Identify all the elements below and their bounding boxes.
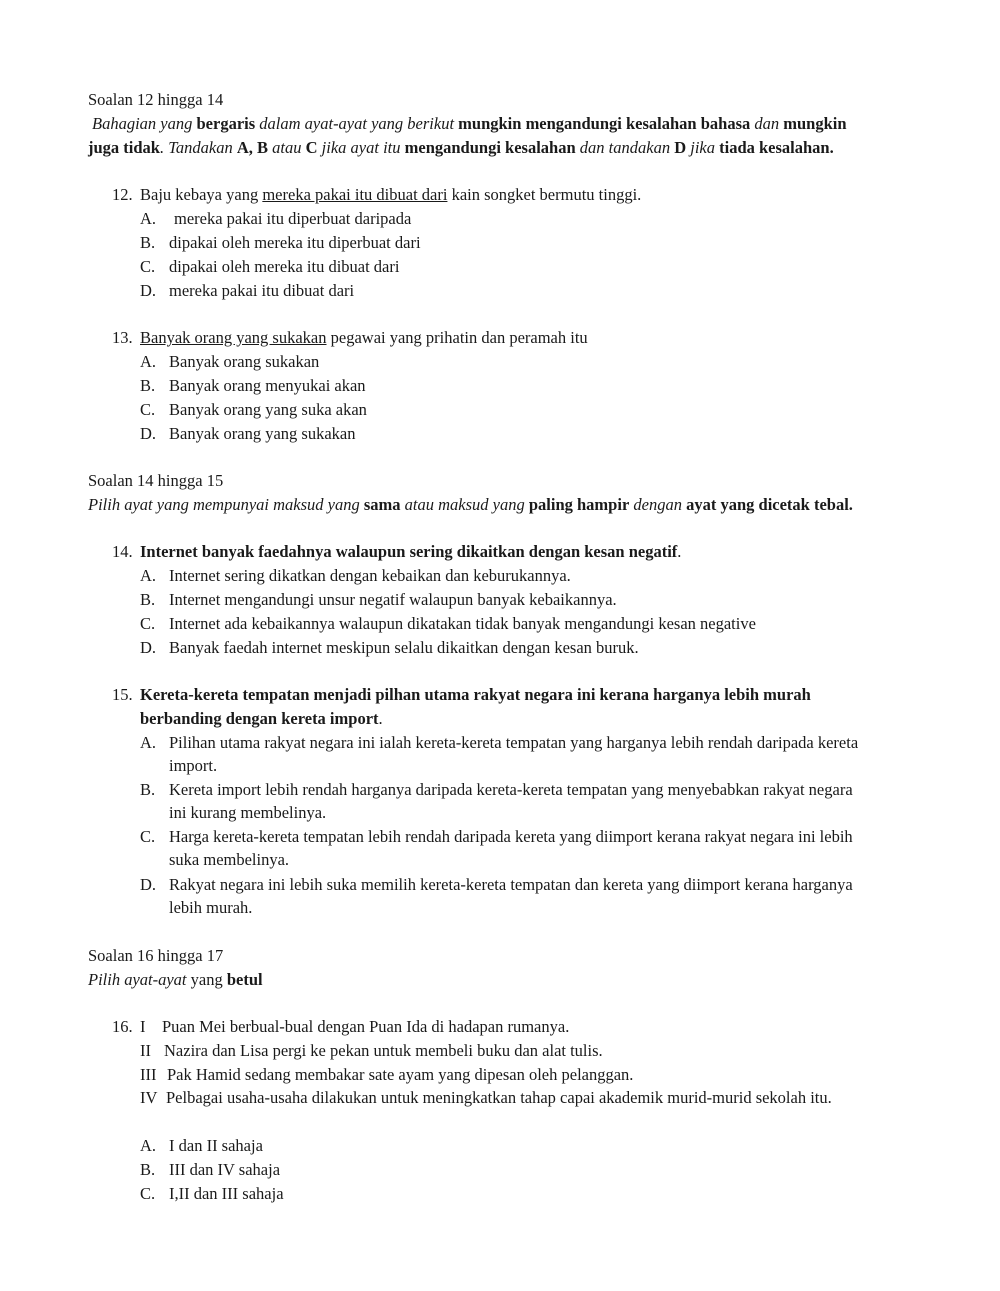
option-letter: C. <box>140 614 156 633</box>
option-letter: B. <box>140 233 156 252</box>
option-text: Banyak faedah internet meskipun selalu dikaitkan dengan kesan buruk. <box>169 638 639 657</box>
question-number: 12. <box>112 185 133 204</box>
option-letter: C. <box>140 257 156 276</box>
option-text: III dan IV sahaja <box>169 1160 281 1179</box>
question-stem: Banyak orang yang sukakan pegawai yang prihatin dan peramah itu <box>140 328 588 347</box>
section-instruction: Pilih ayat yang mempunyai maksud yang sama atau maksud yang paling hampir dengan ayat yang dicetak tebal. <box>88 495 853 514</box>
option-text: mereka pakai itu diperbuat daripada <box>174 209 412 228</box>
option-letter: B. <box>140 590 156 609</box>
option-letter: D. <box>140 638 157 657</box>
option-text: I dan II sahaja <box>169 1136 263 1155</box>
option-text-cont: suka membelinya. <box>169 850 290 869</box>
option-text-cont: lebih murah. <box>169 898 253 917</box>
question-number: 15. <box>112 685 133 704</box>
statement-roman: IV <box>140 1088 158 1107</box>
statement-roman: II <box>140 1041 151 1060</box>
option-text: Pilihan utama rakyat negara ini ialah kereta-kereta tempatan yang harganya lebih rendah daripada kereta <box>169 733 859 752</box>
option-text: dipakai oleh mereka itu dibuat dari <box>169 257 400 276</box>
option-letter: A. <box>140 352 157 371</box>
section-heading: Soalan 14 hingga 15 <box>88 471 224 490</box>
section-heading: Soalan 12 hingga 14 <box>88 90 224 109</box>
option-text: Internet sering dikatkan dengan kebaikan dan keburukannya. <box>169 566 571 585</box>
option-letter: B. <box>140 780 156 799</box>
question-number: 13. <box>112 328 133 347</box>
option-letter: D. <box>140 424 157 443</box>
option-text-cont: import. <box>169 756 218 775</box>
question-stem: Kereta-kereta tempatan menjadi pilhan utama rakyat negara ini kerana harganya lebih murah <box>140 685 811 704</box>
question-stem: Baju kebaya yang mereka pakai itu dibuat dari kain songket bermutu tinggi. <box>140 185 642 204</box>
question-number: 14. <box>112 542 133 561</box>
section-instruction-cont: juga tidak. Tandakan A, B atau C jika ayat itu mengandungi kesalahan dan tandakan D jika tiada kesalahan. <box>88 138 834 157</box>
option-letter: B. <box>140 376 156 395</box>
question-stem: Internet banyak faedahnya walaupun sering dikaitkan dengan kesan negatif. <box>140 542 682 561</box>
section-heading: Soalan 16 hingga 17 <box>88 946 224 965</box>
option-text: Banyak orang yang suka akan <box>169 400 367 419</box>
option-text: Banyak orang sukakan <box>169 352 320 371</box>
option-letter: A. <box>140 566 157 585</box>
option-text: Rakyat negara ini lebih suka memilih kereta-kereta tempatan dan kereta yang diimport kerana harganya <box>169 875 853 894</box>
option-letter: B. <box>140 1160 156 1179</box>
option-letter: C. <box>140 400 156 419</box>
section-instruction: Pilih ayat-ayat yang betul <box>88 970 263 989</box>
option-text: mereka pakai itu dibuat dari <box>169 281 355 300</box>
statement-text: Nazira dan Lisa pergi ke pekan untuk membeli buku dan alat tulis. <box>164 1041 603 1060</box>
section-instruction: Bahagian yang bergaris dalam ayat-ayat yang berikut mungkin mengandungi kesalahan bahasa dan mungkin <box>92 114 847 133</box>
option-letter: A. <box>140 733 157 752</box>
option-text: dipakai oleh mereka itu diperbuat dari <box>169 233 421 252</box>
statement-roman: I <box>140 1017 146 1036</box>
question-stem-cont: berbanding dengan kereta import. <box>140 709 383 728</box>
option-text-cont: ini kurang membelinya. <box>169 803 327 822</box>
option-text: I,II dan III sahaja <box>169 1184 284 1203</box>
option-text: Banyak orang yang sukakan <box>169 424 356 443</box>
option-text: Banyak orang menyukai akan <box>169 376 366 395</box>
statement-text: Puan Mei berbual-bual dengan Puan Ida di hadapan rumanya. <box>162 1017 570 1036</box>
option-text: Harga kereta-kereta tempatan lebih rendah daripada kereta yang diimport kerana rakyat negara ini lebih <box>169 827 853 846</box>
statement-text: Pelbagai usaha-usaha dilakukan untuk meningkatkan tahap capai akademik murid-murid sekolah itu. <box>166 1088 832 1107</box>
option-letter: D. <box>140 875 157 894</box>
option-letter: A. <box>140 1136 157 1155</box>
option-text: Internet mengandungi unsur negatif walaupun banyak kebaikannya. <box>169 590 617 609</box>
question-number: 16. <box>112 1017 133 1036</box>
option-letter: A. <box>140 209 157 228</box>
option-text: Internet ada kebaikannya walaupun dikatakan tidak banyak mengandungi kesan negative <box>169 614 756 633</box>
option-letter: D. <box>140 281 157 300</box>
option-text: Kereta import lebih rendah harganya daripada kereta-kereta tempatan yang menyebabkan rakyat negara <box>169 780 853 799</box>
option-letter: C. <box>140 1184 156 1203</box>
statement-text: Pak Hamid sedang membakar sate ayam yang dipesan oleh pelanggan. <box>167 1065 634 1084</box>
statement-roman: III <box>140 1065 157 1084</box>
option-letter: C. <box>140 827 156 846</box>
